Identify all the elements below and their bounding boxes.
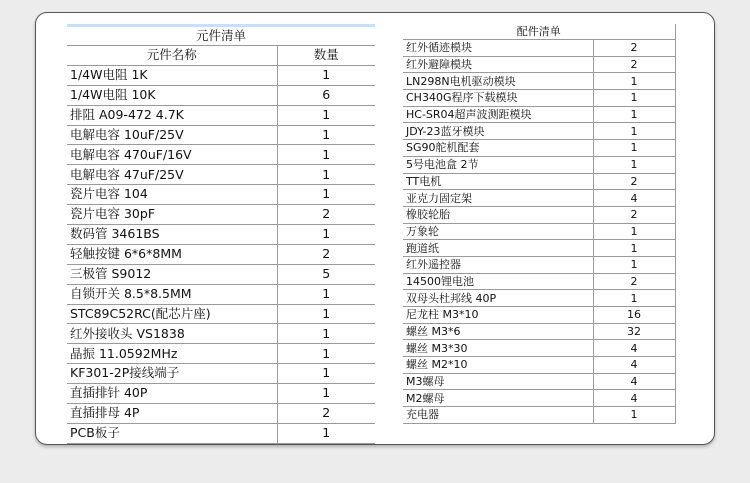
item-qty-cell: 1 [593,290,675,307]
accessory-row [403,90,675,107]
item-qty-cell: 1 [277,304,375,324]
item-name-cell: 亚克力固定架 [403,190,593,207]
item-qty-cell: 1 [277,165,375,185]
accessory-row [403,273,675,290]
component-row [67,145,375,165]
item-qty-cell: 2 [593,206,675,223]
component-qty-header: 数量 [277,46,375,66]
components-table [67,24,375,444]
item-name-cell: 轻触按键 6*6*8MM [67,244,277,264]
item-name-cell: 数码管 3461BS [67,225,277,245]
item-name-cell: TT电机 [403,173,593,190]
item-name-cell: 5号电池盒 2节 [403,156,593,173]
item-name-cell: CH340G程序下载模块 [403,90,593,107]
accessory-row [403,173,675,190]
item-qty-cell: 1 [593,156,675,173]
item-name-cell: 电解电容 470uF/16V [67,145,277,165]
item-name-cell: 双母头杜邦线 40P [403,290,593,307]
item-name-cell: M3螺母 [403,373,593,390]
item-name-cell: 红外避障模块 [403,56,593,73]
item-qty-cell: 2 [593,56,675,73]
accessory-row [403,190,675,207]
item-name-cell: 电解电容 10uF/25V [67,125,277,145]
component-row [67,185,375,205]
item-name-cell: 三极管 S9012 [67,264,277,284]
accessory-row [403,123,675,140]
item-name-cell: 1/4W电阻 10K [67,85,277,105]
item-qty-cell: 1 [593,90,675,107]
accessories-title: 配件清单 [403,24,675,40]
accessory-row [403,390,675,407]
item-name-cell: 红外接收头 VS1838 [67,324,277,344]
item-qty-cell: 4 [593,390,675,407]
accessory-row [403,106,675,123]
component-row [67,165,375,185]
item-qty-cell: 2 [593,273,675,290]
component-row [67,404,375,424]
item-name-cell: 晶振 11.0592MHz [67,344,277,364]
item-name-cell: 螺丝 M3*6 [403,323,593,340]
item-qty-cell: 1 [277,423,375,443]
component-row [67,284,375,304]
item-name-cell: 跑道纸 [403,240,593,257]
item-name-cell: 瓷片电容 30pF [67,205,277,225]
item-qty-cell: 1 [277,384,375,404]
item-name-cell: PCB板子 [67,423,277,443]
item-name-cell: 充电器 [403,407,593,424]
accessory-row [403,357,675,374]
item-qty-cell: 1 [277,364,375,384]
item-qty-cell: 4 [593,373,675,390]
accessory-row [403,40,675,57]
item-qty-cell: 1 [593,140,675,157]
item-qty-cell: 4 [593,190,675,207]
item-qty-cell: 1 [277,344,375,364]
item-name-cell: 尼龙柱 M3*10 [403,307,593,324]
item-qty-cell: 1 [593,73,675,90]
component-row [67,423,375,443]
item-qty-cell: 16 [593,307,675,324]
component-row [67,324,375,344]
item-qty-cell: 1 [593,123,675,140]
item-qty-cell: 1 [593,223,675,240]
item-name-cell: 14500锂电池 [403,273,593,290]
accessory-row [403,290,675,307]
component-row [67,264,375,284]
accessory-row [403,407,675,424]
item-qty-cell: 1 [277,105,375,125]
item-qty-cell: 1 [277,324,375,344]
accessory-row [403,206,675,223]
item-qty-cell: 4 [593,340,675,357]
accessory-row [403,373,675,390]
component-row [67,344,375,364]
accessory-row [403,340,675,357]
component-row [67,364,375,384]
component-row [67,65,375,85]
component-row [67,125,375,145]
item-name-cell: 直插排针 40P [67,384,277,404]
item-name-cell: 万象轮 [403,223,593,240]
component-row [67,85,375,105]
accessory-row [403,140,675,157]
item-name-cell: HC-SR04超声波测距模块 [403,106,593,123]
item-name-cell: KF301-2P接线端子 [67,364,277,384]
item-qty-cell: 1 [593,240,675,257]
item-name-cell: 瓷片电容 104 [67,185,277,205]
accessory-row [403,156,675,173]
item-name-cell: 排阻 A09-472 4.7K [67,105,277,125]
item-name-cell: 自锁开关 8.5*8.5MM [67,284,277,304]
item-qty-cell: 2 [277,244,375,264]
accessory-row [403,307,675,324]
item-name-cell: STC89C52RC(配芯片座) [67,304,277,324]
item-qty-cell: 2 [277,404,375,424]
item-qty-cell: 1 [277,125,375,145]
component-row [67,105,375,125]
item-name-cell: SG90舵机配套 [403,140,593,157]
item-name-cell: 电解电容 47uF/25V [67,165,277,185]
item-qty-cell: 1 [277,145,375,165]
item-qty-cell: 1 [277,225,375,245]
item-qty-cell: 4 [593,357,675,374]
parts-list-card [35,12,715,445]
item-qty-cell: 32 [593,323,675,340]
item-qty-cell: 1 [593,407,675,424]
item-name-cell: 螺丝 M2*10 [403,357,593,374]
component-row [67,244,375,264]
component-name-header: 元件名称 [67,46,277,66]
component-row [67,225,375,245]
item-qty-cell: 1 [277,65,375,85]
accessory-row [403,323,675,340]
accessory-row [403,223,675,240]
item-name-cell: 红外循迹模块 [403,40,593,57]
accessory-row [403,73,675,90]
component-row [67,384,375,404]
item-name-cell: 红外遥控器 [403,256,593,273]
accessory-row [403,56,675,73]
item-name-cell: M2螺母 [403,390,593,407]
accessory-row [403,240,675,257]
components-title: 元件清单 [67,26,375,46]
item-qty-cell: 1 [593,256,675,273]
component-row [67,205,375,225]
item-name-cell: 直插排母 4P [67,404,277,424]
item-name-cell: 螺丝 M3*30 [403,340,593,357]
component-row [67,304,375,324]
item-qty-cell: 5 [277,264,375,284]
accessories-table [403,24,676,424]
item-name-cell: LN298N电机驱动模块 [403,73,593,90]
item-qty-cell: 2 [593,173,675,190]
item-qty-cell: 6 [277,85,375,105]
accessory-row [403,256,675,273]
item-qty-cell: 1 [277,284,375,304]
item-qty-cell: 1 [277,185,375,205]
item-name-cell: JDY-23蓝牙模块 [403,123,593,140]
item-name-cell: 橡胶轮胎 [403,206,593,223]
item-qty-cell: 2 [593,40,675,57]
item-name-cell: 1/4W电阻 1K [67,65,277,85]
item-qty-cell: 2 [277,205,375,225]
item-qty-cell: 1 [593,106,675,123]
